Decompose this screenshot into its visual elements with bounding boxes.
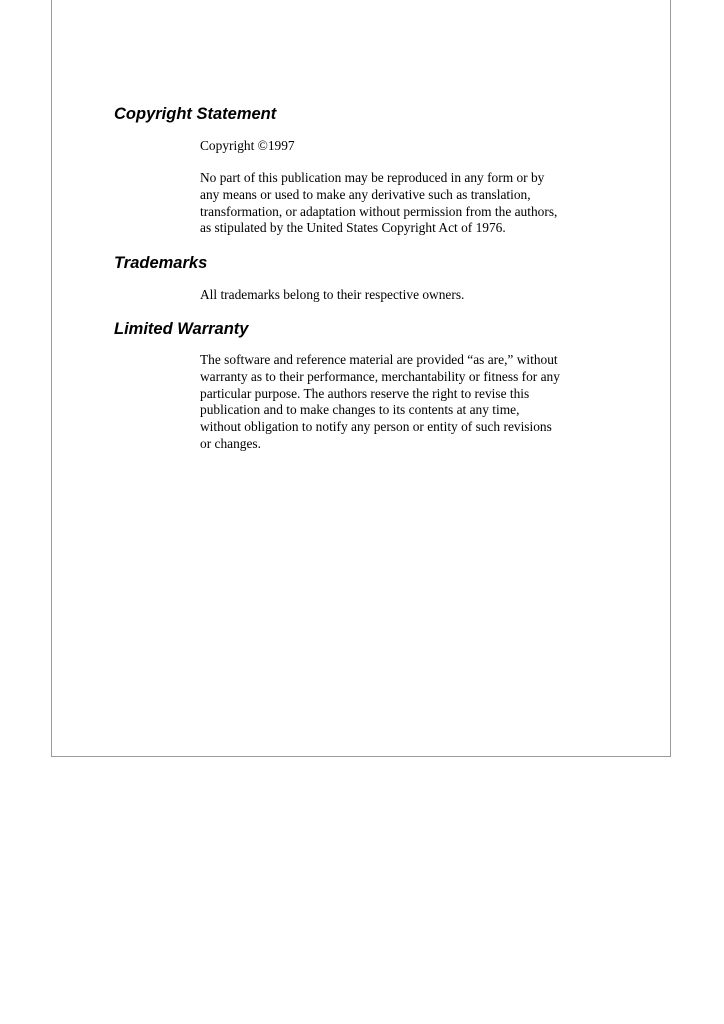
copyright-paragraph-line: any means or used to make any derivative such as translation, xyxy=(200,186,531,202)
warranty-paragraph-line: without obligation to notify any person or entity of such revisions xyxy=(200,419,552,435)
warranty-paragraph xyxy=(200,352,600,453)
warranty-paragraph-line: publication and to make changes to its contents at any time, xyxy=(200,402,520,418)
warranty-paragraph-line: warranty as to their performance, merchantability or fitness for any xyxy=(200,368,560,384)
warranty-heading: Limited Warranty xyxy=(114,320,249,338)
copyright-paragraph xyxy=(200,170,600,237)
warranty-paragraph-line: The software and reference material are provided “as are,” without xyxy=(200,352,558,367)
copyright-paragraph-line: No part of this publication may be reproduced in any form or by xyxy=(200,170,545,185)
warranty-paragraph-line: or changes. xyxy=(200,435,261,451)
copyright-paragraph-line: transformation, or adaptation without permission from the authors, xyxy=(200,203,558,219)
copyright-notice: Copyright ©1997 xyxy=(200,138,295,153)
trademarks-heading: Trademarks xyxy=(114,254,208,272)
copyright-paragraph-line: as stipulated by the United States Copyright Act of 1976. xyxy=(200,220,506,236)
trademarks-paragraph: All trademarks belong to their respective owners. xyxy=(200,287,465,302)
warranty-paragraph-line: particular purpose. The authors reserve the right to revise this xyxy=(200,385,530,401)
copyright-heading: Copyright Statement xyxy=(114,105,277,123)
